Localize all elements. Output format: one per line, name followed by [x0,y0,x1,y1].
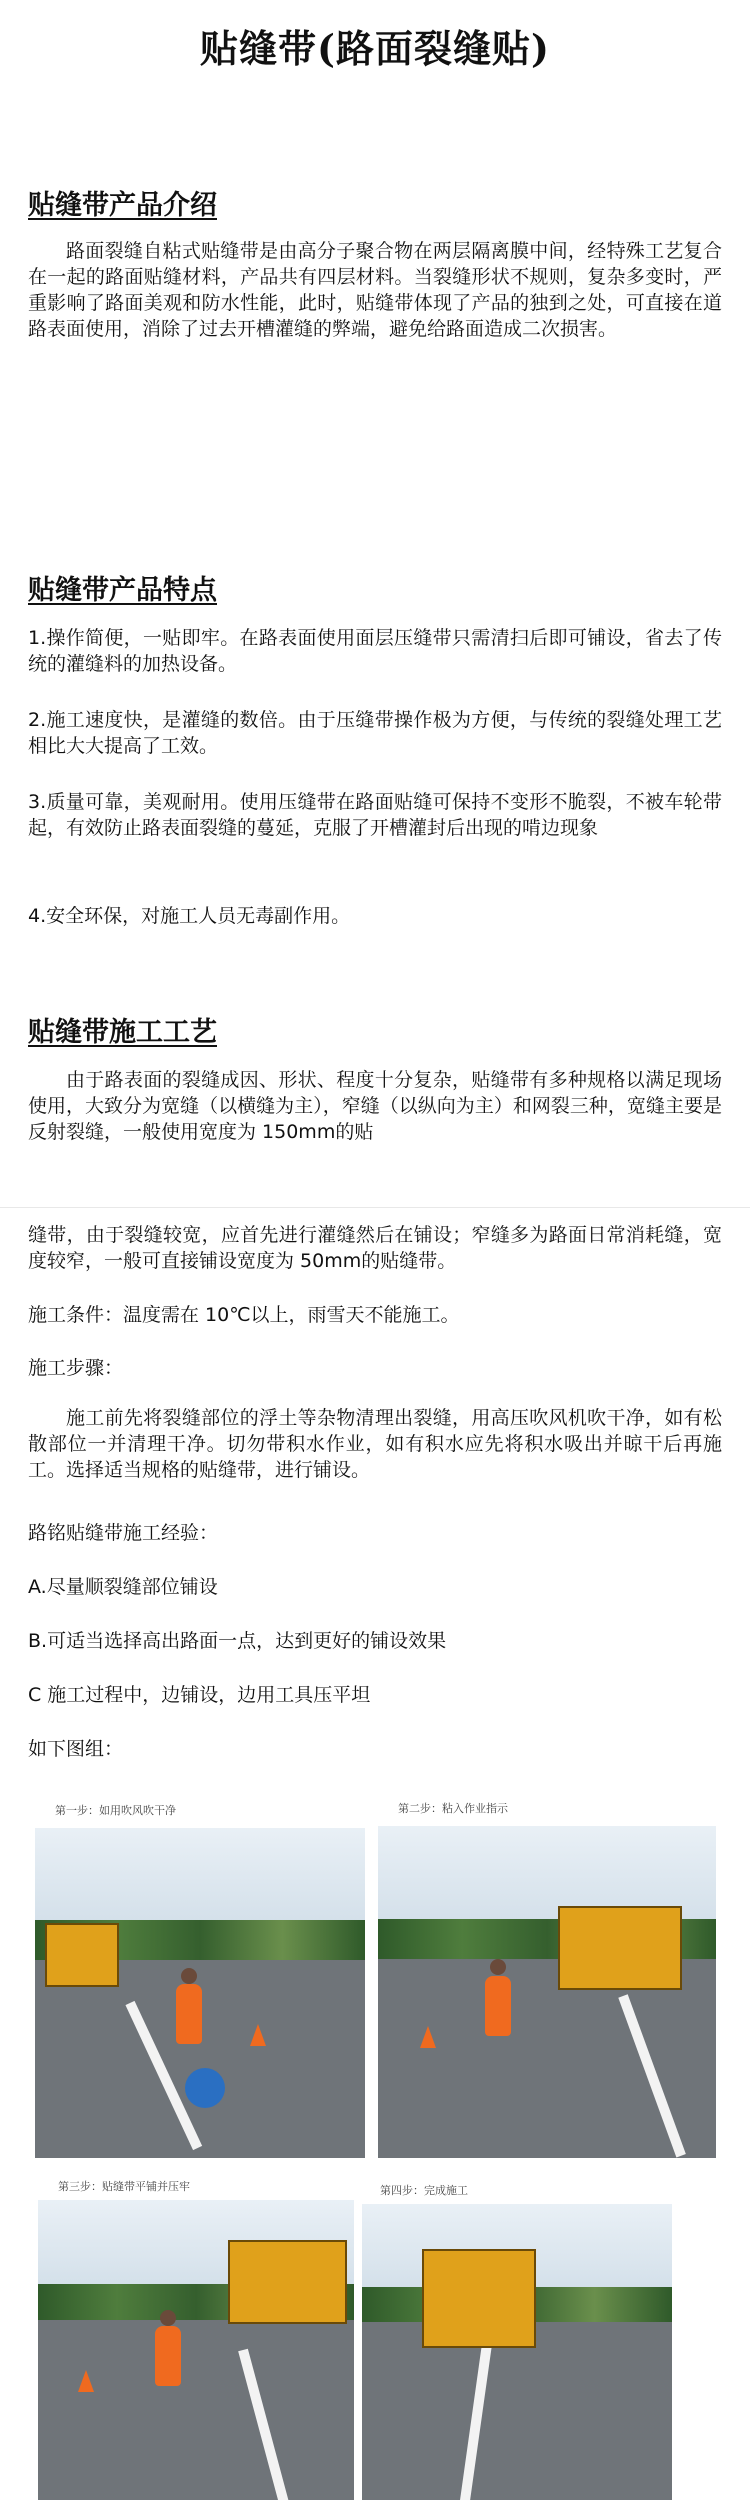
photo-step-4 [362,2204,672,2500]
photo-step-2 [378,1826,716,2158]
experience-b: B.可适当选择高出路面一点，达到更好的铺设效果 [28,1630,447,1652]
photo-1-caption: 第一步：如用吹风吹干净 [55,1804,176,1817]
experience-label: 路铭贴缝带施工经验： [28,1522,219,1544]
figures-label: 如下图组： [28,1738,124,1760]
construction-condition: 施工条件：温度需在 10℃以上，雨雪天不能施工。 [28,1304,460,1326]
process-paragraph-1: 由于路表面的裂缝成因、形状、程度十分复杂，贴缝带有多种规格以满足现场使用，大致分为宽缝（以横缝为主），窄缝（以纵向为主）和网裂三种，宽缝主要是反射裂缝，一般使用宽度为 150mm的贴 [28,1069,722,1143]
feature-item-3: 3.质量可靠，美观耐用。使用压缝带在路面贴缝可保持不变形不脆裂，不被车轮带起，有效防止路表面裂缝的蔓延，克服了开槽灌封后出现的啃边现象 [28,791,722,839]
photo-2-caption: 第二步：粘入作业指示 [398,1802,508,1815]
photo-step-3 [38,2200,354,2500]
steps-paragraph: 施工前先将裂缝部位的浮土等杂物清理出裂缝，用高压吹风机吹干净，如有松散部位一并清理干净。切勿带积水作业，如有积水应先将积水吸出并晾干后再施工。选择适当规格的贴缝带，进行铺设。 [28,1407,722,1481]
intro-paragraph: 路面裂缝自粘式贴缝带是由高分子聚合物在两层隔离膜中间，经特殊工艺复合在一起的路面贴缝材料，产品共有四层材料。当裂缝形状不规则，复杂多变时，严重影响了路面美观和防水性能，此时，贴缝带体现了产品的独到之处，可直接在道路表面使用，消除了过去开槽灌缝的弊端，避免给路面造成二次损害。 [28,240,722,340]
intro-heading: 贴缝带产品介绍 [28,190,217,221]
photo-3-caption: 第三步：贴缝带平铺并压牢 [58,2180,190,2193]
feature-item-1: 1.操作简便，一贴即牢。在路表面使用面层压缝带只需清扫后即可铺设，省去了传统的灌缝料的加热设备。 [28,627,722,675]
page-title: 贴缝带(路面裂缝贴) [200,26,550,71]
process-heading: 贴缝带施工工艺 [28,1017,217,1048]
photo-step-1 [35,1828,365,2158]
page-divider [0,1207,750,1208]
feature-item-2: 2.施工速度快，是灌缝的数倍。由于压缝带操作极为方便，与传统的裂缝处理工艺相比大大提高了工效。 [28,709,722,757]
feature-item-4: 4.安全环保，对施工人员无毒副作用。 [28,905,351,927]
experience-a: A.尽量顺裂缝部位铺设 [28,1576,218,1598]
photo-4-caption: 第四步：完成施工 [380,2184,468,2197]
steps-label: 施工步骤： [28,1357,124,1379]
experience-c: C 施工过程中，边铺设，边用工具压平坦 [28,1684,371,1706]
features-heading: 贴缝带产品特点 [28,575,217,606]
process-paragraph-2: 缝带，由于裂缝较宽，应首先进行灌缝然后在铺设；窄缝多为路面日常消耗缝，宽度较窄，一般可直接铺设宽度为 50mm的贴缝带。 [28,1224,722,1272]
